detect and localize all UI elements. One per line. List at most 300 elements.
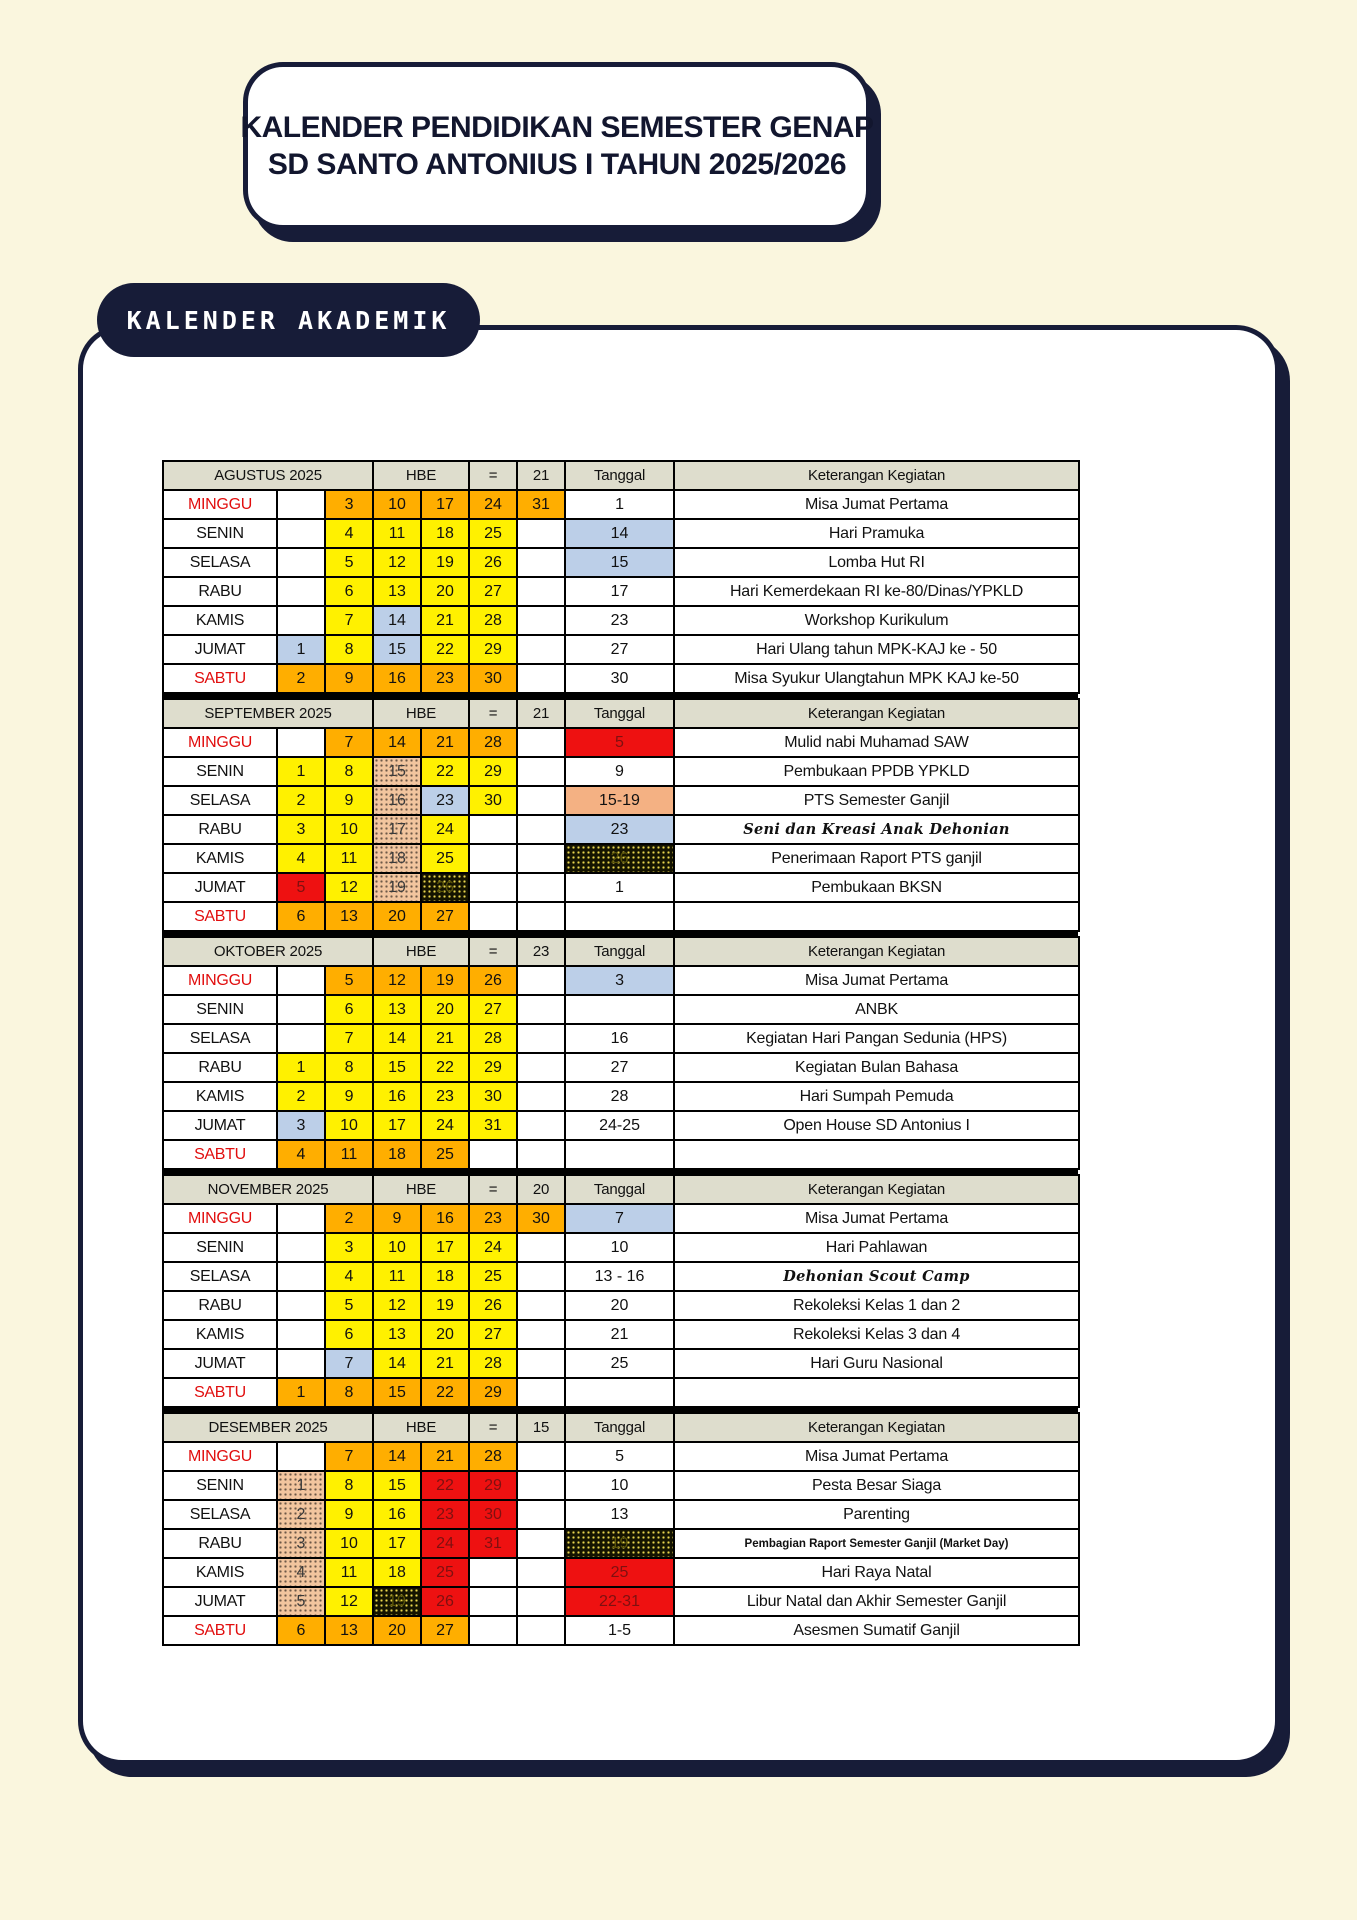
date-cell: 2 [277, 1500, 325, 1529]
tanggal-cell: 15 [565, 548, 674, 577]
tanggal-cell: 22-31 [565, 1587, 674, 1616]
keterangan-cell: Hari Ulang tahun MPK-KAJ ke - 50 [674, 635, 1079, 664]
day-row [163, 1558, 1079, 1587]
date-cell [469, 873, 517, 902]
date-cell: 2 [277, 786, 325, 815]
date-cell: 16 [373, 1082, 421, 1111]
date-cell: 16 [373, 786, 421, 815]
tanggal-cell: 26 [565, 844, 674, 873]
date-cell: 3 [325, 490, 373, 519]
date-cell: 22 [421, 635, 469, 664]
day-label: SABTU [163, 902, 277, 931]
keterangan-cell [674, 902, 1079, 931]
day-label: MINGGU [163, 966, 277, 995]
tanggal-cell: 13 [565, 1500, 674, 1529]
date-cell [517, 1587, 565, 1616]
day-label: SABTU [163, 664, 277, 693]
date-cell [517, 786, 565, 815]
date-cell [517, 728, 565, 757]
tanggal-cell: 3 [565, 966, 674, 995]
date-cell: 28 [469, 728, 517, 757]
date-cell: 28 [469, 1442, 517, 1471]
title-line-1: KALENDER PENDIDIKAN SEMESTER GENAP [240, 111, 874, 144]
tanggal-cell: 10 [565, 1471, 674, 1500]
date-cell [469, 902, 517, 931]
date-cell: 20 [421, 1320, 469, 1349]
tanggal-cell: 1 [565, 490, 674, 519]
date-cell: 7 [325, 1442, 373, 1471]
hbe-value: 21 [517, 699, 565, 728]
calendar-tables [162, 460, 1080, 1646]
date-cell [517, 1616, 565, 1645]
keterangan-cell: Hari Guru Nasional [674, 1349, 1079, 1378]
date-cell: 23 [421, 1500, 469, 1529]
date-cell: 29 [469, 1053, 517, 1082]
day-label: RABU [163, 1053, 277, 1082]
title-line-2: SD SANTO ANTONIUS I TAHUN 2025/2026 [267, 148, 847, 181]
date-cell: 19 [421, 1291, 469, 1320]
day-row [163, 1587, 1079, 1616]
day-row [163, 1471, 1079, 1500]
date-cell: 23 [469, 1204, 517, 1233]
keterangan-cell: Misa Jumat Pertama [674, 1204, 1079, 1233]
tanggal-cell: 23 [565, 815, 674, 844]
date-cell: 11 [325, 1558, 373, 1587]
tanggal-label: Tanggal [565, 1175, 674, 1204]
date-cell: 4 [325, 1262, 373, 1291]
date-cell [277, 995, 325, 1024]
keterangan-cell: Penerimaan Raport PTS ganjil [674, 844, 1079, 873]
date-cell [517, 1233, 565, 1262]
month-header-row [163, 461, 1079, 490]
keterangan-cell: Open House SD Antonius I [674, 1111, 1079, 1140]
date-cell: 10 [373, 1233, 421, 1262]
day-row [163, 1204, 1079, 1233]
date-cell: 2 [277, 1082, 325, 1111]
date-cell: 9 [325, 1082, 373, 1111]
date-cell: 6 [277, 1616, 325, 1645]
month-table [162, 698, 1080, 932]
date-cell: 16 [421, 1204, 469, 1233]
day-row [163, 490, 1079, 519]
date-cell: 25 [469, 519, 517, 548]
date-cell: 21 [421, 1024, 469, 1053]
date-cell: 17 [421, 1233, 469, 1262]
date-cell: 15 [373, 757, 421, 786]
date-cell: 3 [277, 1111, 325, 1140]
date-cell: 15 [373, 1378, 421, 1407]
day-label: SENIN [163, 1233, 277, 1262]
date-cell [517, 1111, 565, 1140]
date-cell [469, 815, 517, 844]
date-cell [517, 1500, 565, 1529]
date-cell: 19 [421, 966, 469, 995]
hbe-value: 23 [517, 937, 565, 966]
tanggal-cell [565, 902, 674, 931]
date-cell: 9 [325, 1500, 373, 1529]
date-cell [517, 966, 565, 995]
day-label: JUMAT [163, 1111, 277, 1140]
month-header-row [163, 1175, 1079, 1204]
date-cell: 17 [373, 815, 421, 844]
date-cell [469, 1616, 517, 1645]
keterangan-cell: Misa Jumat Pertama [674, 1442, 1079, 1471]
date-cell: 28 [469, 1349, 517, 1378]
date-cell: 17 [373, 1111, 421, 1140]
date-cell: 1 [277, 757, 325, 786]
day-row [163, 995, 1079, 1024]
day-row [163, 1349, 1079, 1378]
day-label: JUMAT [163, 873, 277, 902]
date-cell: 9 [325, 786, 373, 815]
day-label: SENIN [163, 1471, 277, 1500]
date-cell: 10 [373, 490, 421, 519]
day-row [163, 519, 1079, 548]
date-cell: 25 [421, 844, 469, 873]
date-cell: 31 [517, 490, 565, 519]
day-row [163, 577, 1079, 606]
date-cell: 7 [325, 606, 373, 635]
date-cell: 25 [421, 1140, 469, 1169]
day-row [163, 1500, 1079, 1529]
day-label: SABTU [163, 1616, 277, 1645]
day-label: SELASA [163, 786, 277, 815]
date-cell [517, 1262, 565, 1291]
day-row [163, 1616, 1079, 1645]
keterangan-cell: Pembukaan BKSN [674, 873, 1079, 902]
keterangan-label: Keterangan Kegiatan [674, 699, 1079, 728]
date-cell: 22 [421, 1378, 469, 1407]
date-cell: 14 [373, 1442, 421, 1471]
date-cell: 22 [421, 1471, 469, 1500]
date-cell: 13 [325, 902, 373, 931]
date-cell: 30 [469, 664, 517, 693]
date-cell [517, 844, 565, 873]
date-cell: 16 [373, 664, 421, 693]
equals-label: = [469, 699, 517, 728]
date-cell: 13 [325, 1616, 373, 1645]
date-cell: 31 [469, 1529, 517, 1558]
day-row [163, 1024, 1079, 1053]
day-label: RABU [163, 815, 277, 844]
date-cell: 29 [469, 635, 517, 664]
day-label: MINGGU [163, 1204, 277, 1233]
day-row [163, 606, 1079, 635]
day-label: SABTU [163, 1378, 277, 1407]
badge-label: KALENDER AKADEMIK [126, 305, 451, 335]
keterangan-cell: Seni dan Kreasi Anak Dehonian [674, 815, 1079, 844]
equals-label: = [469, 1413, 517, 1442]
date-cell: 3 [277, 815, 325, 844]
date-cell: 13 [373, 577, 421, 606]
tanggal-cell: 17 [565, 577, 674, 606]
tanggal-cell: 5 [565, 728, 674, 757]
date-cell [277, 728, 325, 757]
date-cell: 21 [421, 1349, 469, 1378]
date-cell: 19 [421, 548, 469, 577]
date-cell: 24 [421, 1111, 469, 1140]
hbe-label: HBE [373, 937, 469, 966]
date-cell: 14 [373, 1024, 421, 1053]
date-cell: 11 [325, 844, 373, 873]
tanggal-cell: 5 [565, 1442, 674, 1471]
date-cell [517, 1471, 565, 1500]
date-cell: 22 [421, 1053, 469, 1082]
tanggal-cell [565, 995, 674, 1024]
date-cell [517, 1291, 565, 1320]
date-cell: 2 [325, 1204, 373, 1233]
date-cell: 3 [325, 1233, 373, 1262]
date-cell: 19 [373, 873, 421, 902]
keterangan-cell: PTS Semester Ganjil [674, 786, 1079, 815]
tanggal-cell [565, 1378, 674, 1407]
keterangan-cell: Misa Jumat Pertama [674, 490, 1079, 519]
day-label: KAMIS [163, 1320, 277, 1349]
day-label: MINGGU [163, 728, 277, 757]
date-cell: 18 [421, 519, 469, 548]
date-cell [277, 606, 325, 635]
day-row [163, 1529, 1079, 1558]
date-cell: 8 [325, 1471, 373, 1500]
date-cell: 13 [373, 1320, 421, 1349]
tanggal-cell: 16 [565, 1024, 674, 1053]
date-cell [517, 757, 565, 786]
date-cell: 5 [325, 1291, 373, 1320]
keterangan-cell: Rekoleksi Kelas 1 dan 2 [674, 1291, 1079, 1320]
month-title: DESEMBER 2025 [163, 1413, 373, 1442]
keterangan-label: Keterangan Kegiatan [674, 937, 1079, 966]
date-cell: 27 [469, 1320, 517, 1349]
tanggal-cell [565, 1140, 674, 1169]
day-label: SELASA [163, 548, 277, 577]
month-table [162, 1174, 1080, 1408]
date-cell: 8 [325, 635, 373, 664]
date-cell [277, 1349, 325, 1378]
keterangan-cell: Hari Sumpah Pemuda [674, 1082, 1079, 1111]
keterangan-label: Keterangan Kegiatan [674, 1175, 1079, 1204]
date-cell: 5 [325, 966, 373, 995]
month-title: SEPTEMBER 2025 [163, 699, 373, 728]
date-cell: 26 [421, 873, 469, 902]
day-label: SENIN [163, 757, 277, 786]
date-cell: 10 [325, 1529, 373, 1558]
date-cell: 14 [373, 1349, 421, 1378]
keterangan-cell: Hari Pahlawan [674, 1233, 1079, 1262]
date-cell: 11 [373, 519, 421, 548]
date-cell: 21 [421, 606, 469, 635]
date-cell: 5 [325, 548, 373, 577]
day-label: SELASA [163, 1262, 277, 1291]
month-title: OKTOBER 2025 [163, 937, 373, 966]
date-cell: 12 [373, 966, 421, 995]
date-cell: 29 [469, 1378, 517, 1407]
date-cell: 8 [325, 1378, 373, 1407]
date-cell [517, 1053, 565, 1082]
keterangan-cell: Mulid nabi Muhamad SAW [674, 728, 1079, 757]
date-cell: 24 [469, 490, 517, 519]
date-cell: 12 [325, 873, 373, 902]
date-cell [277, 1320, 325, 1349]
date-cell: 7 [325, 1349, 373, 1378]
month-header-row [163, 937, 1079, 966]
keterangan-cell: Pembukaan PPDB YPKLD [674, 757, 1079, 786]
date-cell: 8 [325, 757, 373, 786]
date-cell: 1 [277, 1378, 325, 1407]
keterangan-cell: Workshop Kurikulum [674, 606, 1079, 635]
tanggal-cell: 19 [565, 1529, 674, 1558]
date-cell [517, 548, 565, 577]
hbe-value: 20 [517, 1175, 565, 1204]
hbe-value: 21 [517, 461, 565, 490]
day-row [163, 786, 1079, 815]
date-cell: 7 [325, 1024, 373, 1053]
tanggal-cell: 7 [565, 1204, 674, 1233]
date-cell: 21 [421, 1442, 469, 1471]
day-row [163, 1262, 1079, 1291]
date-cell: 1 [277, 1053, 325, 1082]
day-row [163, 1233, 1079, 1262]
date-cell: 15 [373, 635, 421, 664]
date-cell: 17 [373, 1529, 421, 1558]
date-cell: 6 [325, 995, 373, 1024]
tanggal-cell: 10 [565, 1233, 674, 1262]
day-label: RABU [163, 1291, 277, 1320]
tanggal-cell: 1 [565, 873, 674, 902]
hbe-label: HBE [373, 461, 469, 490]
month-table [162, 1412, 1080, 1646]
date-cell: 27 [469, 995, 517, 1024]
date-cell [277, 1291, 325, 1320]
date-cell: 18 [421, 1262, 469, 1291]
hbe-label: HBE [373, 1175, 469, 1204]
day-row [163, 1140, 1079, 1169]
day-label: KAMIS [163, 1082, 277, 1111]
date-cell: 8 [325, 1053, 373, 1082]
date-cell: 25 [469, 1262, 517, 1291]
date-cell: 22 [421, 757, 469, 786]
day-label: SENIN [163, 995, 277, 1024]
keterangan-cell [674, 1378, 1079, 1407]
tanggal-cell: 23 [565, 606, 674, 635]
day-row [163, 1378, 1079, 1407]
date-cell [517, 873, 565, 902]
date-cell: 4 [277, 1558, 325, 1587]
keterangan-cell: Pesta Besar Siaga [674, 1471, 1079, 1500]
date-cell [517, 1140, 565, 1169]
keterangan-cell: Kegiatan Hari Pangan Sedunia (HPS) [674, 1024, 1079, 1053]
keterangan-cell [674, 1140, 1079, 1169]
date-cell: 18 [373, 1558, 421, 1587]
day-label: SELASA [163, 1024, 277, 1053]
tanggal-cell: 27 [565, 635, 674, 664]
date-cell: 6 [277, 902, 325, 931]
date-cell: 30 [469, 1082, 517, 1111]
date-cell: 30 [517, 1204, 565, 1233]
month-table [162, 936, 1080, 1170]
day-row [163, 902, 1079, 931]
tanggal-cell: 20 [565, 1291, 674, 1320]
date-cell: 1 [277, 1471, 325, 1500]
date-cell: 13 [373, 995, 421, 1024]
date-cell: 5 [277, 1587, 325, 1616]
date-cell [517, 1349, 565, 1378]
date-cell [517, 1082, 565, 1111]
day-label: RABU [163, 577, 277, 606]
date-cell [517, 815, 565, 844]
day-row [163, 1291, 1079, 1320]
date-cell: 12 [373, 548, 421, 577]
date-cell: 16 [373, 1500, 421, 1529]
date-cell: 23 [421, 786, 469, 815]
keterangan-cell: Pembagian Raport Semester Ganjil (Market Day) [674, 1529, 1079, 1558]
date-cell: 30 [469, 1500, 517, 1529]
date-cell: 10 [325, 1111, 373, 1140]
day-label: SABTU [163, 1140, 277, 1169]
date-cell: 26 [469, 1291, 517, 1320]
month-header-row [163, 699, 1079, 728]
date-cell [277, 577, 325, 606]
date-cell: 4 [277, 844, 325, 873]
day-label: JUMAT [163, 1349, 277, 1378]
tanggal-label: Tanggal [565, 699, 674, 728]
month-title: AGUSTUS 2025 [163, 461, 373, 490]
month-table [162, 460, 1080, 694]
date-cell: 20 [421, 995, 469, 1024]
month-header-row [163, 1413, 1079, 1442]
date-cell: 6 [325, 1320, 373, 1349]
day-label: MINGGU [163, 1442, 277, 1471]
tanggal-cell: 1-5 [565, 1616, 674, 1645]
date-cell: 9 [325, 664, 373, 693]
day-row [163, 1053, 1079, 1082]
tanggal-label: Tanggal [565, 1413, 674, 1442]
keterangan-cell: Dehonian Scout Camp [674, 1262, 1079, 1291]
equals-label: = [469, 461, 517, 490]
date-cell [469, 1587, 517, 1616]
hbe-label: HBE [373, 699, 469, 728]
date-cell [277, 1262, 325, 1291]
date-cell: 27 [421, 1616, 469, 1645]
date-cell: 10 [325, 815, 373, 844]
tanggal-label: Tanggal [565, 937, 674, 966]
day-row [163, 1111, 1079, 1140]
date-cell: 26 [421, 1587, 469, 1616]
keterangan-cell: Misa Jumat Pertama [674, 966, 1079, 995]
keterangan-cell: ANBK [674, 995, 1079, 1024]
keterangan-cell: Hari Pramuka [674, 519, 1079, 548]
date-cell: 31 [469, 1111, 517, 1140]
date-cell: 20 [373, 1616, 421, 1645]
date-cell: 14 [373, 728, 421, 757]
date-cell: 11 [325, 1140, 373, 1169]
month-title: NOVEMBER 2025 [163, 1175, 373, 1204]
keterangan-cell: Libur Natal dan Akhir Semester Ganjil [674, 1587, 1079, 1616]
day-label: MINGGU [163, 490, 277, 519]
date-cell [517, 577, 565, 606]
day-label: SELASA [163, 1500, 277, 1529]
tanggal-cell: 9 [565, 757, 674, 786]
day-label: JUMAT [163, 635, 277, 664]
date-cell [277, 548, 325, 577]
day-row [163, 635, 1079, 664]
keterangan-cell: Hari Raya Natal [674, 1558, 1079, 1587]
tanggal-cell: 14 [565, 519, 674, 548]
date-cell: 12 [373, 1291, 421, 1320]
date-cell: 29 [469, 1471, 517, 1500]
date-cell: 15 [373, 1053, 421, 1082]
date-cell: 24 [421, 815, 469, 844]
keterangan-cell: Lomba Hut RI [674, 548, 1079, 577]
